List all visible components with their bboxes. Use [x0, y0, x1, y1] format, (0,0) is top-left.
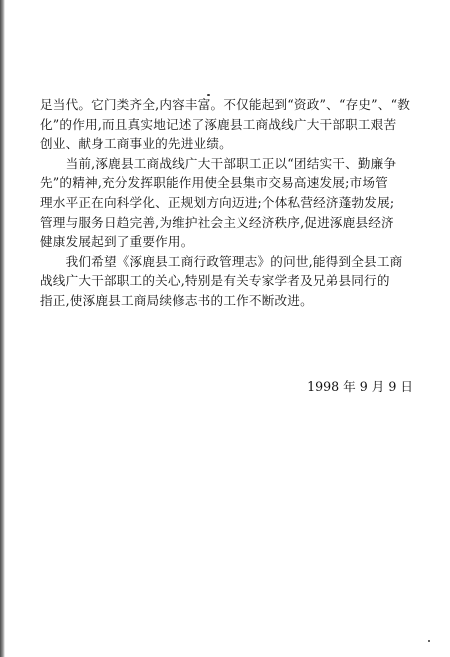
text-line: 当前,涿鹿县工商战线广大干部职工正以“团结实干、勤廉争 — [40, 155, 397, 171]
text-line: 足当代。它门类齐全,内容丰富。不仅能起到“资政”、“存史”、“教 — [40, 97, 411, 112]
text-line: 我们希望《涿鹿县工商行政管理志》的问世,能得到全县工商 — [40, 253, 403, 269]
scan-speck — [428, 640, 430, 642]
text-line: 化”的作用,而且真实地记述了涿鹿县工商战线广大干部职工艰苦 — [40, 116, 397, 132]
scan-edge-shadow — [0, 0, 5, 657]
text-line: 指正,使涿鹿县工商局续修志书的工作不断改进。 — [40, 292, 313, 308]
text-line: 理水平正在向科学化、正规划方向迈进;个体私营经济蓬勃发展; — [40, 194, 395, 210]
text-line: 先”的精神,充分发挥职能作用使全县集市交易高速发展;市场管 — [40, 175, 388, 191]
text-line: 创业、献身工商事业的先进业绩。 — [40, 136, 232, 152]
body-text — [40, 95, 416, 311]
text-line: 管理与服务日趋完善,为维护社会主义经济秩序,促进涿鹿县经济 — [40, 214, 394, 230]
text-line: 健康发展起到了重要作用。 — [40, 234, 194, 250]
document-date: 1998 年 9 月 9 日 — [307, 379, 413, 394]
text-line: 战线广大干部职工的关心,特别是有关专家学者及兄弟县同行的 — [40, 273, 390, 289]
